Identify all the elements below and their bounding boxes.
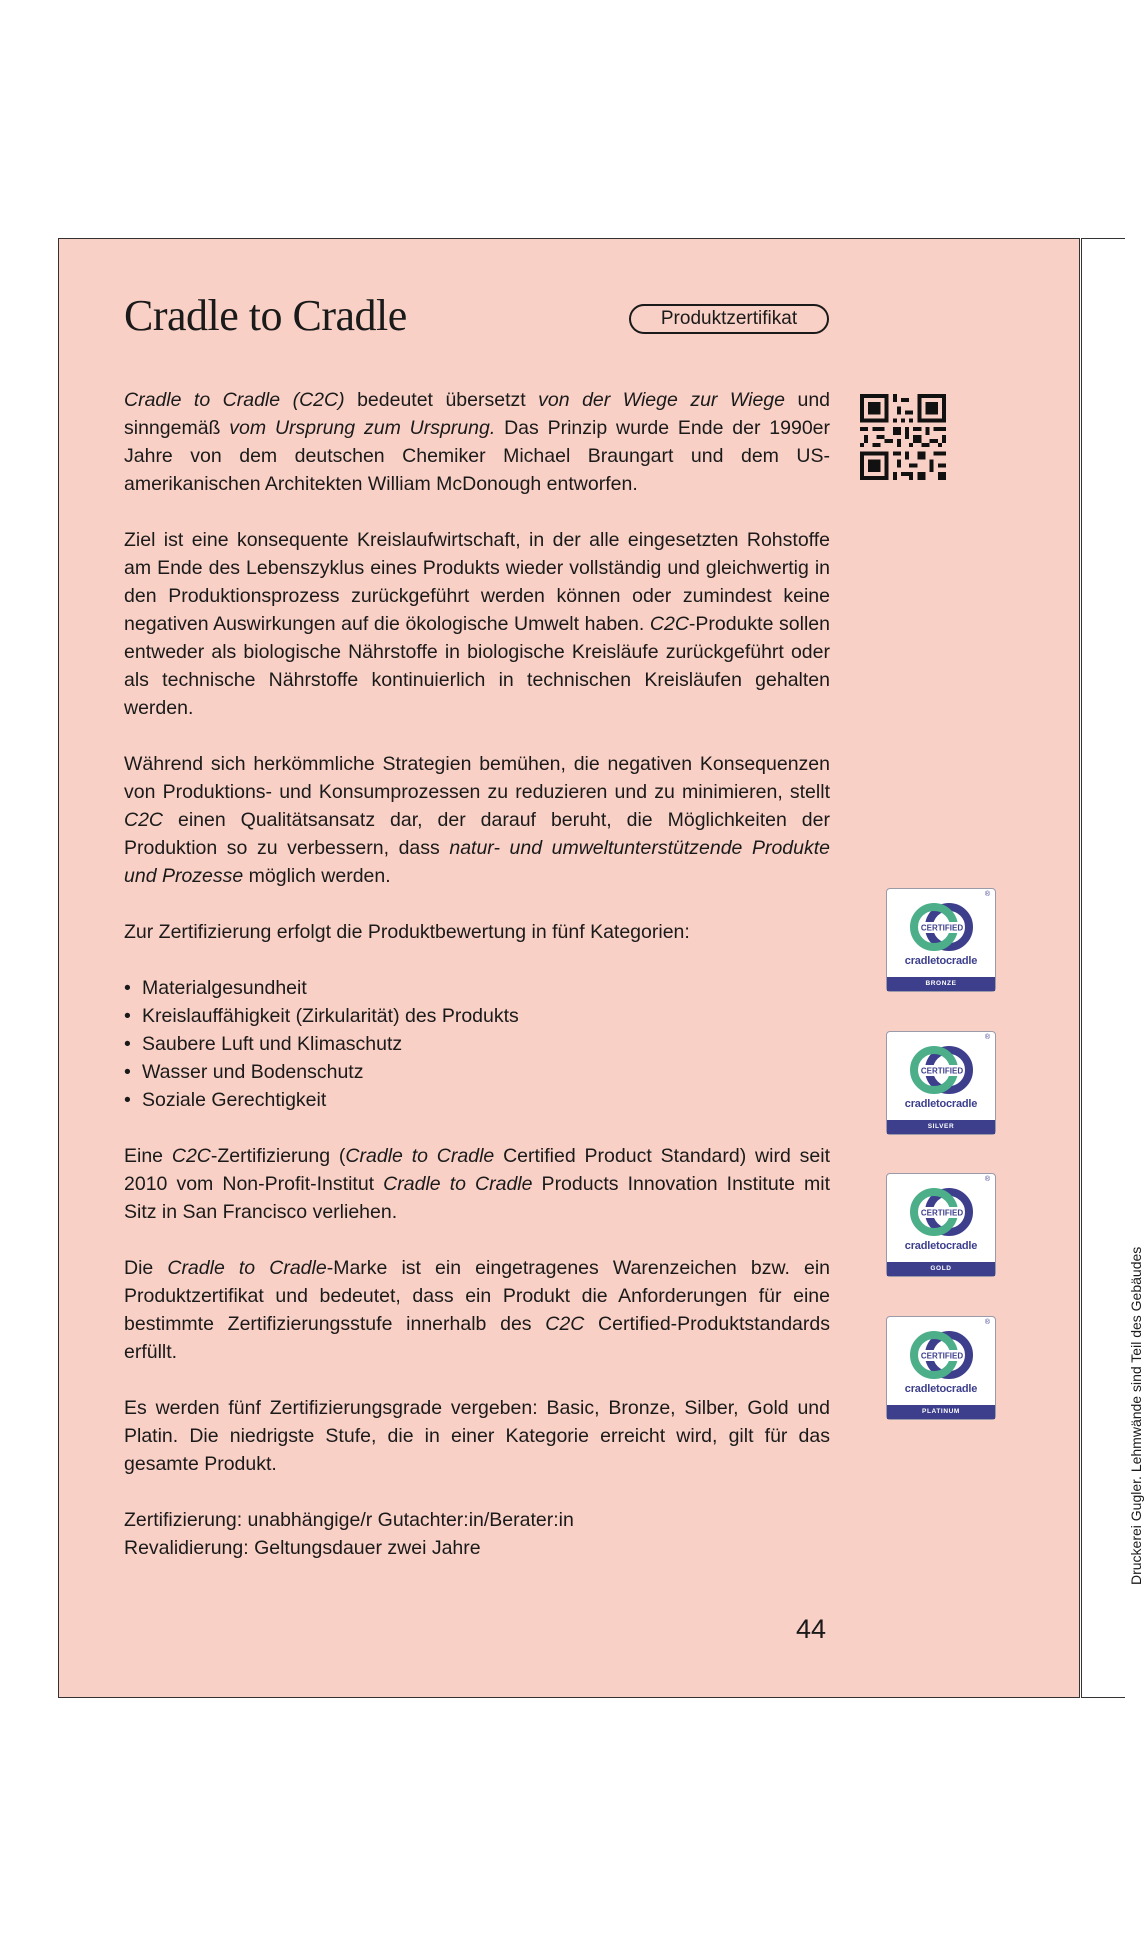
paragraph-trademark: Die Cradle to Cradle-Marke ist ein eingetragenes Warenzeichen bzw. ein Produktzertifikat und bedeutet, dass ein Produkt die Anforderungen für eine bestimmte Zertifizierungsstufe innerhalb des C2C Certified-Produktstandards erfüllt. xyxy=(124,1257,831,1363)
c2c-circles-icon xyxy=(909,1187,975,1239)
logo-certified-text: CERTIFIED xyxy=(920,1066,964,1076)
category-list xyxy=(124,974,830,1114)
logo-level: BRONZE xyxy=(887,977,995,991)
list-item: • Wasser und Bodenschutz xyxy=(124,1058,830,1086)
c2c-circles-icon xyxy=(909,1330,975,1382)
main-content xyxy=(124,386,830,1562)
c2c-circles-icon xyxy=(909,902,975,954)
logo-brand-text: cradletocradle xyxy=(904,1098,978,1110)
c2c-logo-platinum: ® CERTIFIED cradletocradle PLATINUM xyxy=(886,1316,996,1420)
logo-certified-text: CERTIFIED xyxy=(920,923,964,933)
logo-brand-text: cradletocradle xyxy=(904,1240,978,1252)
logo-level: SILVER xyxy=(887,1120,995,1134)
list-item: • Materialgesundheit xyxy=(124,974,830,1002)
paragraph-institute: Eine C2C-Zertifizierung (Cradle to Cradle Certified Product Standard) wird seit 2010 vom Non-Profit-Institut Cradle to Cradle Products Innovation Institute mit Sitz in San Francisco verliehen. xyxy=(124,1145,831,1223)
page-number: 44 xyxy=(796,1614,827,1644)
logo-brand-text: cradletocradle xyxy=(904,955,978,967)
side-caption: Druckerei Gugler. Lehmwände sind Teil des Gebäudes xyxy=(1128,1246,1144,1585)
page-title: Cradle to Cradle xyxy=(124,291,407,340)
logo-level: GOLD xyxy=(887,1262,995,1276)
c2c-logo-silver: ® CERTIFIED cradletocradle SILVER xyxy=(886,1031,996,1135)
list-item: • Soziale Gerechtigkeit xyxy=(124,1086,830,1114)
logo-certified-text: CERTIFIED xyxy=(920,1208,964,1218)
next-page-edge-top xyxy=(1081,238,1125,239)
next-page-edge xyxy=(1081,238,1082,1698)
paragraph-categories-intro: Zur Zertifizierung erfolgt die Produktbewertung in fünf Kategorien: xyxy=(124,921,690,943)
category-badge: Produktzertifikat xyxy=(629,304,829,334)
logo-brand-text: cradletocradle xyxy=(904,1383,978,1395)
c2c-circles-icon xyxy=(909,1045,975,1097)
c2c-logo-gold: ® CERTIFIED cradletocradle GOLD xyxy=(886,1173,996,1277)
logo-level: PLATINUM xyxy=(887,1405,995,1419)
list-item: • Saubere Luft und Klimaschutz xyxy=(124,1030,830,1058)
qr-code-icon[interactable] xyxy=(860,394,946,480)
paragraph-levels: Es werden fünf Zertifizierungsgrade vergeben: Basic, Bronze, Silber, Gold und Platin. Die niedrigste Stufe, die in einer Kategorie erreicht wird, gilt für das gesamte Produkt. xyxy=(124,1397,830,1475)
next-page-edge-bottom xyxy=(1081,1697,1125,1698)
logo-certified-text: CERTIFIED xyxy=(920,1351,964,1361)
certification-line: Zertifizierung: unabhängige/r Gutachter:in/Berater:in xyxy=(124,1509,574,1531)
c2c-logo-bronze: ® CERTIFIED cradletocradle BRONZE xyxy=(886,888,996,992)
paragraph-approach: Während sich herkömmliche Strategien bemühen, die negativen Konsequenzen von Produktions- und Konsumprozessen zu reduzieren und zu minimieren, stellt C2C einen Qualitätsansatz dar, der darauf beruht, die Möglichkeiten der Produktion so zu verbessern, dass natur- und umweltunterstützende Produkte und Prozesse möglich werden. xyxy=(124,753,830,887)
revalidation-line: Revalidierung: Geltungsdauer zwei Jahre xyxy=(124,1537,481,1559)
paragraph-intro: Cradle to Cradle (C2C) bedeutet übersetzt von der Wiege zur Wiege und sinngemäß vom Ursprung zum Ursprung. Das Prinzip wurde Ende der 1990er Jahre von dem deutschen Chemiker Michael Braungart und dem US-amerikanischen Architekten William McDonough entworfen. xyxy=(124,389,831,495)
paragraph-goal: Ziel ist eine konsequente Kreislaufwirtschaft, in der alle eingesetzten Rohstoffe am Ende des Lebenszyklus eines Produkts wieder vollständig und gleichwertig in den Produktionsprozess zurückgeführt werden können oder zumindest keine negativen Auswirkungen auf die ökologische Umwelt haben. C2C-Produkte sollen entweder als biologische Nährstoffe in biologische Kreisläufe zurückgeführt oder als technische Nährstoffe kontinuierlich in technischen Kreisläufen gehalten werden. xyxy=(124,529,830,719)
list-item: • Kreislauffähigkeit (Zirkularität) des Produkts xyxy=(124,1002,830,1030)
